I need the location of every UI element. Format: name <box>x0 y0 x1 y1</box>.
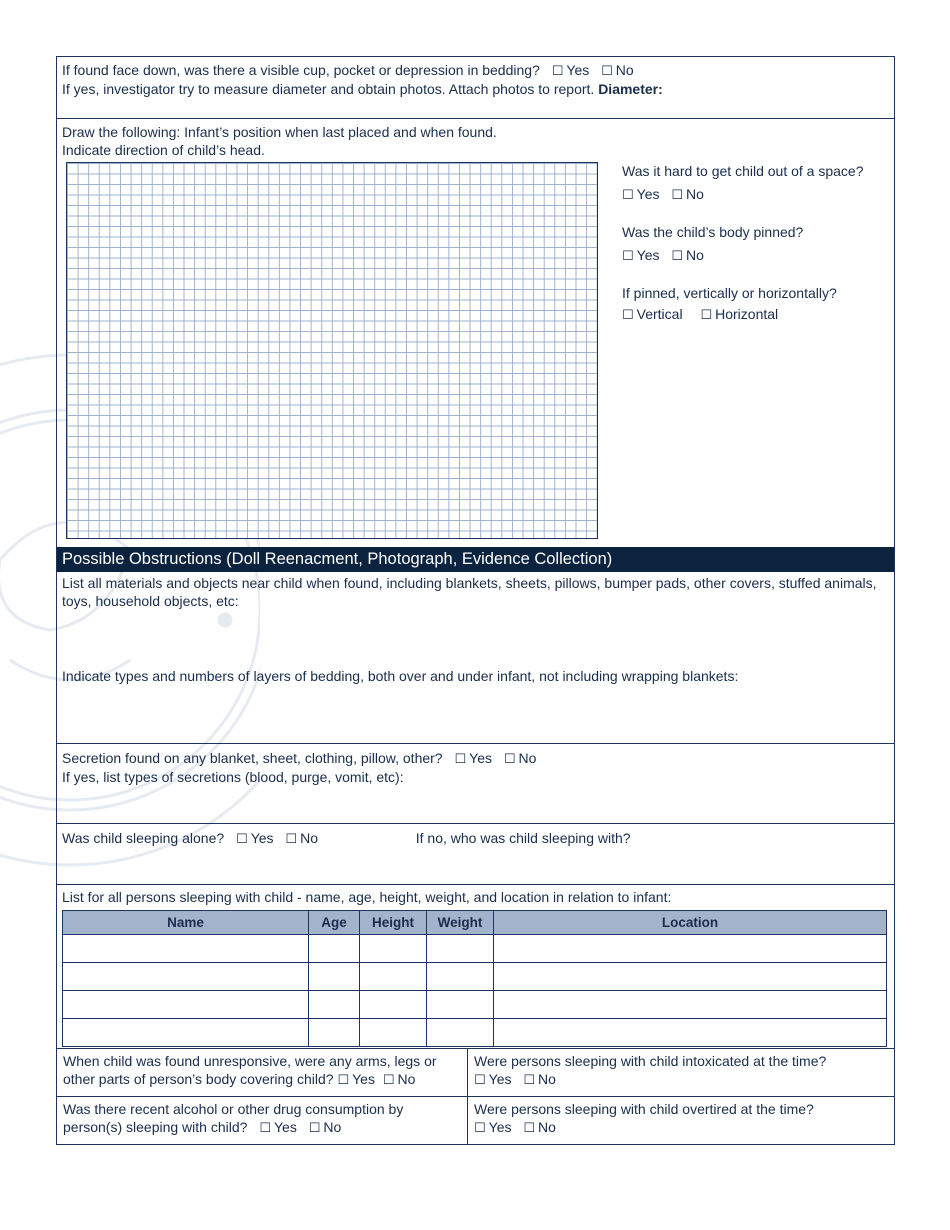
alcohol-yes-checkbox[interactable]: ☐ Yes <box>259 1119 297 1135</box>
height-cell[interactable] <box>360 935 427 963</box>
location-cell[interactable] <box>494 935 887 963</box>
alcohol-question-cell <box>57 1097 468 1144</box>
name-cell[interactable] <box>63 991 309 1019</box>
obstructions-header: Possible Obstructions (Doll Reenacment, Photograph, Evidence Collection) <box>57 547 894 572</box>
intoxicated-yes-checkbox[interactable]: ☐ Yes <box>474 1071 512 1087</box>
persons-section <box>57 884 894 1048</box>
sleeping-alone-section <box>57 823 894 884</box>
drawing-instruction-1: Draw the following: Infant’s position when last placed and when found. <box>62 124 497 140</box>
bedding-cup-no-checkbox[interactable]: ☐ No <box>601 62 634 78</box>
intoxicated-question: Were persons sleeping with child intoxicated at the time? <box>474 1053 827 1069</box>
height-cell[interactable] <box>360 991 427 1019</box>
bedding-cup-yes-checkbox[interactable]: ☐ Yes <box>551 62 590 78</box>
column-header-height: Height <box>360 911 427 935</box>
secretion-types-prompt: If yes, list types of secretions (blood, purge, vomit, etc): <box>62 769 404 785</box>
name-cell[interactable] <box>63 935 309 963</box>
hard-to-get-out-question: Was it hard to get child out of a space? <box>622 163 864 179</box>
body-covering-question-line1: When child was found unresponsive, were any arms, legs or <box>63 1053 437 1069</box>
bedding-cup-section <box>57 57 894 118</box>
age-cell[interactable] <box>309 935 360 963</box>
column-header-name: Name <box>63 911 309 935</box>
horizontal-checkbox[interactable]: ☐ Horizontal <box>700 306 779 322</box>
covering-yes-checkbox[interactable]: ☐ Yes <box>337 1071 375 1087</box>
pinned-no-checkbox[interactable]: ☐ No <box>671 247 704 263</box>
alcohol-question-line1: Was there recent alcohol or other drug consumption by <box>63 1101 404 1117</box>
pinned-orientation-question: If pinned, vertically or horizontally? <box>622 285 837 301</box>
drawing-section <box>57 118 894 547</box>
space-questions <box>622 162 892 324</box>
name-cell[interactable] <box>63 1019 309 1047</box>
table-row <box>63 963 887 991</box>
body-covering-question-line2: other parts of person’s body covering child? <box>63 1071 334 1087</box>
overtired-yes-checkbox[interactable]: ☐ Yes <box>474 1119 512 1135</box>
final-questions-row-2 <box>57 1096 894 1144</box>
secretion-section <box>57 743 894 823</box>
drawing-instruction-2: Indicate direction of child’s head. <box>62 142 265 158</box>
location-cell[interactable] <box>494 963 887 991</box>
column-header-age: Age <box>309 911 360 935</box>
persons-table-header <box>63 911 887 935</box>
age-cell[interactable] <box>309 963 360 991</box>
overtired-question: Were persons sleeping with child overtired at the time? <box>474 1101 814 1117</box>
column-header-weight: Weight <box>427 911 494 935</box>
age-cell[interactable] <box>309 991 360 1019</box>
location-cell[interactable] <box>494 1019 887 1047</box>
height-cell[interactable] <box>360 1019 427 1047</box>
pinned-yes-checkbox[interactable]: ☐ Yes <box>622 247 660 263</box>
persons-table <box>62 910 887 1047</box>
persons-intro: List for all persons sleeping with child - name, age, height, weight, and location in relation to infant: <box>62 889 672 905</box>
location-cell[interactable] <box>494 991 887 1019</box>
hard-yes-checkbox[interactable]: ☐ Yes <box>622 186 660 202</box>
sleeping-alone-question: Was child sleeping alone? <box>62 830 225 846</box>
secretion-no-checkbox[interactable]: ☐ No <box>503 750 537 766</box>
body-covering-question-cell <box>57 1049 468 1096</box>
final-questions-row-1 <box>57 1048 894 1096</box>
hard-no-checkbox[interactable]: ☐ No <box>671 186 704 202</box>
name-cell[interactable] <box>63 963 309 991</box>
secretion-yes-checkbox[interactable]: ☐ Yes <box>454 750 492 766</box>
weight-cell[interactable] <box>427 1019 494 1047</box>
obstructions-section <box>57 572 894 743</box>
infant-death-form-page <box>56 56 895 1145</box>
table-row <box>63 935 887 963</box>
age-cell[interactable] <box>309 1019 360 1047</box>
overtired-no-checkbox[interactable]: ☐ No <box>523 1119 556 1135</box>
bedding-layers-prompt: Indicate types and numbers of layers of bedding, both over and under infant, not including wrapping blankets: <box>62 668 739 684</box>
height-cell[interactable] <box>360 963 427 991</box>
alone-no-checkbox[interactable]: ☐ No <box>285 830 318 846</box>
bedding-cup-instruction: If yes, investigator try to measure diameter and obtain photos. Attach photos to report. <box>62 81 595 97</box>
column-header-location: Location <box>494 911 887 935</box>
intoxicated-no-checkbox[interactable]: ☐ No <box>523 1071 556 1087</box>
alcohol-question-line2: person(s) sleeping with child? <box>63 1119 248 1135</box>
drawing-grid[interactable] <box>66 162 598 539</box>
table-row <box>63 1019 887 1047</box>
materials-prompt: List all materials and objects near child when found, including blankets, sheets, pillows, bumper pads, other covers, stuffed animals, toys, household objects, etc: <box>62 575 877 609</box>
weight-cell[interactable] <box>427 963 494 991</box>
weight-cell[interactable] <box>427 935 494 963</box>
body-pinned-question: Was the child’s body pinned? <box>622 224 804 240</box>
sleeping-with-question: If no, who was child sleeping with? <box>415 830 631 846</box>
alone-yes-checkbox[interactable]: ☐ Yes <box>236 830 274 846</box>
table-row <box>63 991 887 1019</box>
alcohol-no-checkbox[interactable]: ☐ No <box>308 1119 342 1135</box>
secretion-question: Secretion found on any blanket, sheet, clothing, pillow, other? <box>62 750 443 766</box>
vertical-checkbox[interactable]: ☐ Vertical <box>622 306 683 322</box>
covering-no-checkbox[interactable]: ☐ No <box>382 1071 416 1087</box>
intoxicated-question-cell <box>468 1049 894 1096</box>
bedding-cup-question: If found face down, was there a visible cup, pocket or depression in bedding? <box>62 62 540 78</box>
overtired-question-cell <box>468 1097 894 1144</box>
diameter-label: Diameter: <box>598 81 663 97</box>
weight-cell[interactable] <box>427 991 494 1019</box>
